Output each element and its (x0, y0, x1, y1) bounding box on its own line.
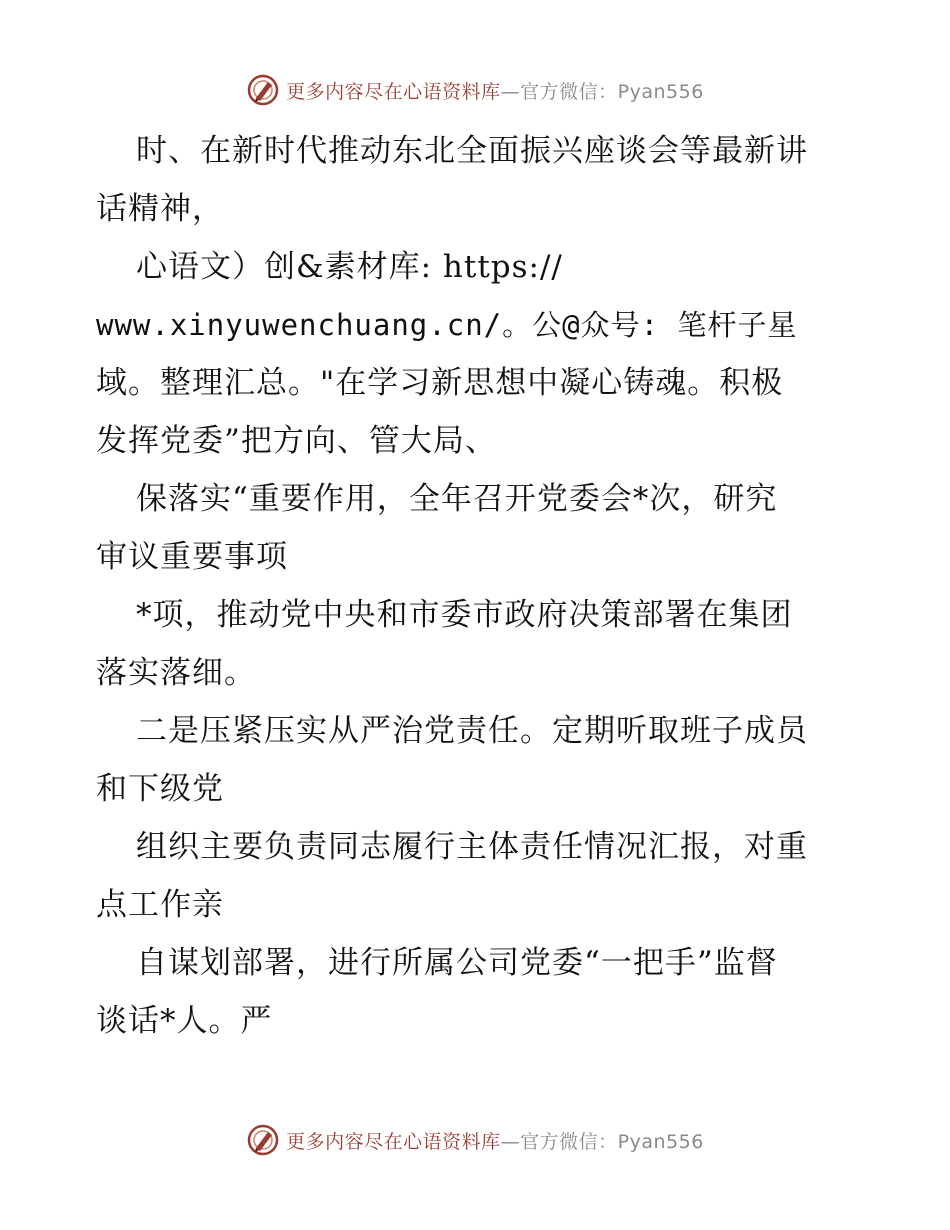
document-body (96, 122, 856, 1050)
document-line: 自谋划部署，进行所属公司党委“一把手”监督 (136, 945, 778, 981)
footer-banner-text (286, 1127, 704, 1154)
header-banner-text (286, 77, 704, 104)
pen-nib-logo-icon (246, 73, 280, 107)
header-banner (0, 70, 950, 110)
document-line: 保落实“重要作用，全年召开党委会*次，研究 (136, 481, 778, 517)
document-line: 落实落细。 (96, 655, 256, 691)
header-banner-main: 更多内容尽在心语资料库 (286, 80, 501, 103)
document-line: 发挥党委”把方向、管大局、 (96, 423, 497, 459)
document-line: 二是压紧压实从严治党责任。定期听取班子成员 (136, 713, 808, 749)
document-line: 谈话*人。严 (96, 1003, 273, 1039)
document-line: 和下级党 (96, 771, 224, 807)
document-line-url: www.xinyuwenchuang.cn/。公@众号: 笔杆子星 (96, 308, 798, 342)
document-line: 组织主要负责同志履行主体责任情况汇报，对重 (136, 829, 808, 865)
document-line: 心语文）创&素材库: https:// (136, 249, 563, 285)
pen-nib-logo-icon (246, 1123, 280, 1157)
footer-banner-inner (246, 1123, 704, 1157)
footer-banner-main: 更多内容尽在心语资料库 (286, 1130, 501, 1153)
document-line: 审议重要事项 (96, 539, 288, 575)
footer-banner (0, 1120, 950, 1160)
document-line: 话精神， (96, 191, 224, 227)
footer-banner-sub: —官方微信：Pyan556 (500, 1130, 704, 1153)
document-line: 时、在新时代推动东北全面振兴座谈会等最新讲 (136, 133, 808, 169)
header-banner-sub: —官方微信：Pyan556 (500, 80, 704, 103)
header-banner-inner (246, 73, 704, 107)
document-line: 域。整理汇总。"在学习新思想中凝心铸魂。积极 (96, 365, 784, 401)
document-line: *项，推动党中央和市委市政府决策部署在集团 (136, 597, 793, 633)
document-line: 点工作亲 (96, 887, 224, 923)
